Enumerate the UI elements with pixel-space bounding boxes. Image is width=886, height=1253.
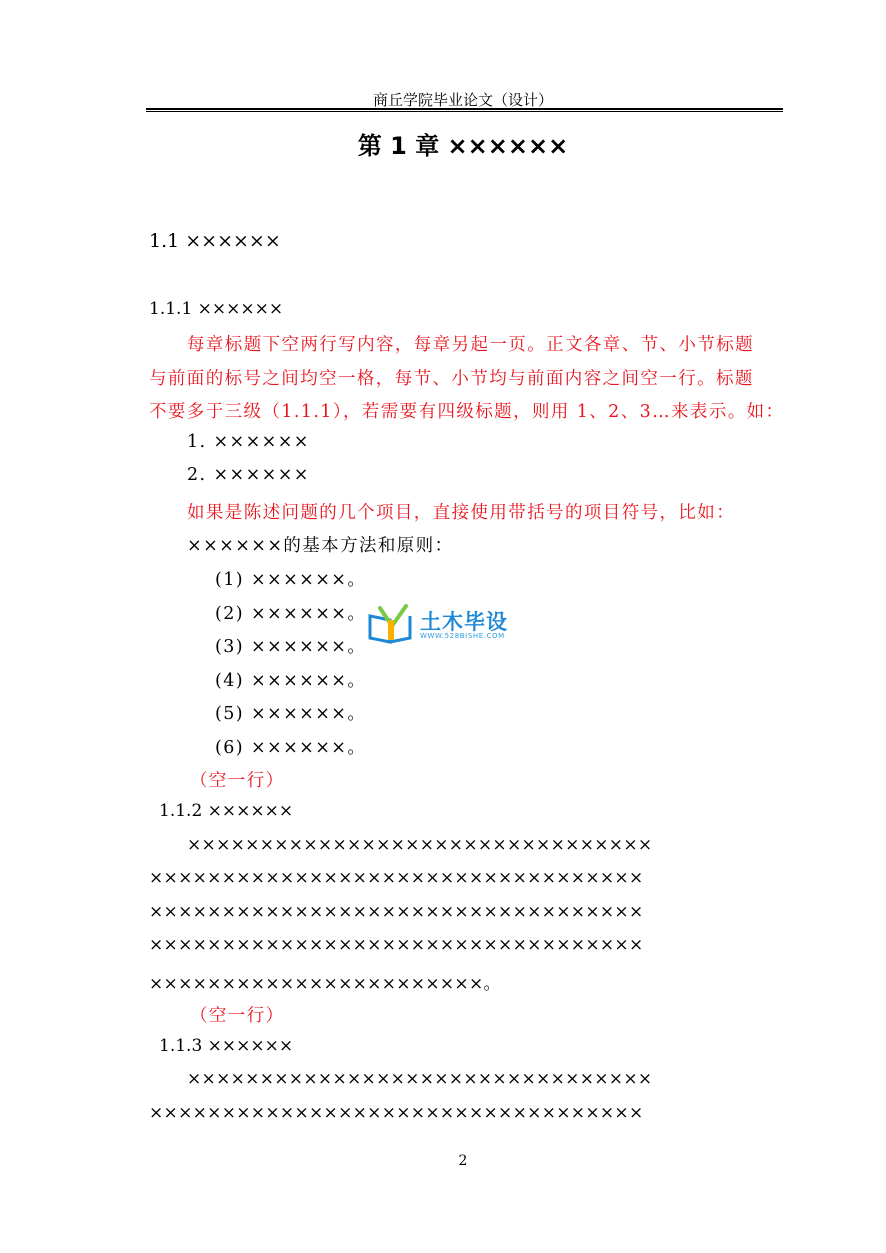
body-line: ×××××××××××××××××××××××××××××××× [187, 1069, 653, 1089]
instruction-line-1: 每章标题下空两行写内容，每章另起一页。正文各章、节、小节标题 [187, 335, 754, 355]
blank-line-note: （空一行） [190, 771, 285, 791]
page-number: 2 [458, 1153, 468, 1169]
bracket-item: (1) ××××××。 [215, 570, 367, 590]
bracket-item: (6) ××××××。 [215, 738, 367, 758]
section-heading-1-1-1: 1.1.1 ×××××× [149, 299, 284, 319]
method-intro: ××××××的基本方法和原则： [187, 536, 454, 556]
book-logo-icon [366, 604, 418, 644]
instruction-line-2: 与前面的标号之间均空一格，每节、小节均与前面内容之间空一行。标题 [149, 369, 754, 389]
bracket-item: (4) ××××××。 [215, 671, 367, 691]
body-line: ×××××××××××××××××××××××××××××××××× [149, 902, 644, 922]
bracket-item: (5) ××××××。 [215, 704, 367, 724]
section-heading-1-1-2: 1.1.2 ×××××× [159, 801, 294, 821]
body-line: ×××××××××××××××××××××××××××××××× [187, 835, 653, 855]
section-heading-1-1-3: 1.1.3 ×××××× [159, 1036, 294, 1056]
numbered-item: 2. ×××××× [187, 465, 310, 485]
bracket-item: (3) ××××××。 [215, 637, 367, 657]
instruction-line-3: 不要多于三级（1.1.1），若需要有四级标题，则用 1、2、3…来表示。如： [149, 402, 785, 422]
numbered-item: 1. ×××××× [187, 432, 310, 452]
blank-line-note: （空一行） [190, 1006, 285, 1026]
watermark-url: WWW.528BISHE.COM [420, 632, 505, 640]
watermark-logo [366, 604, 508, 648]
body-line: ×××××××××××××××××××××××××××××××××× [149, 1103, 644, 1123]
header-divider [146, 108, 783, 112]
bracket-instruction: 如果是陈述问题的几个项目，直接使用带括号的项目符号，比如： [187, 503, 736, 523]
body-line: ×××××××××××××××××××××××××××××××××× [149, 868, 644, 888]
body-line: ×××××××××××××××××××××××。 [149, 974, 501, 994]
page-header-title: 商丘学院毕业论文（设计） [372, 91, 553, 109]
watermark-brand: 土木毕设 [420, 610, 508, 634]
chapter-title: 第 1 章 ×××××× [357, 132, 569, 160]
section-heading-1-1: 1.1 ×××××× [149, 230, 281, 252]
body-line: ×××××××××××××××××××××××××××××××××× [149, 935, 644, 955]
bracket-item: (2) ××××××。 [215, 604, 367, 624]
